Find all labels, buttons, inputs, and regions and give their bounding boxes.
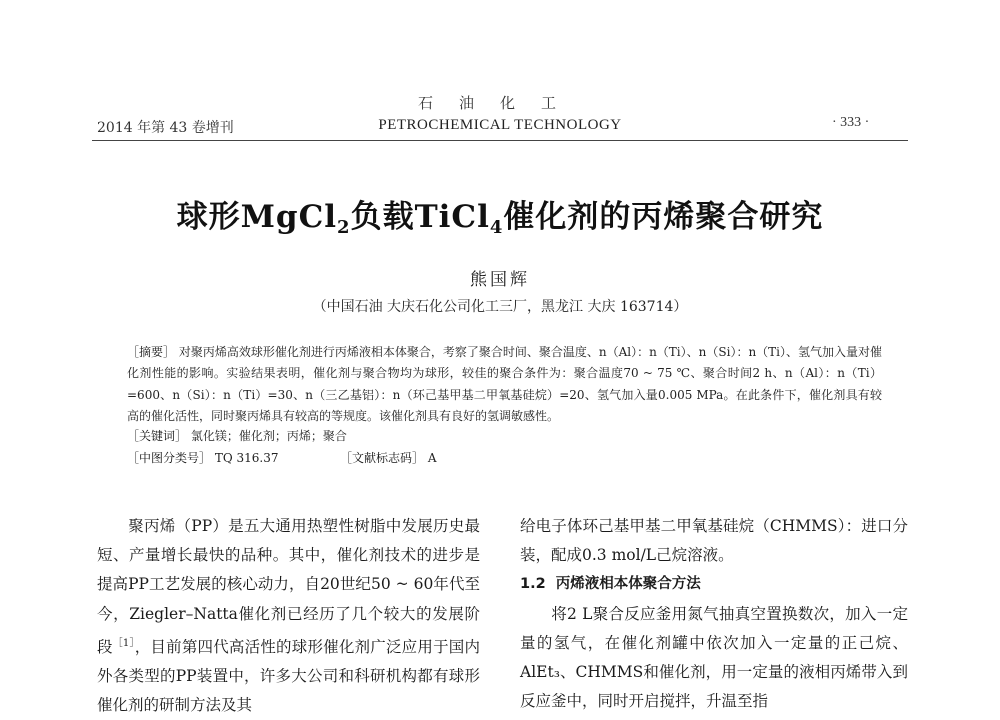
- keywords-text: 氯化镁；催化剂；丙烯；聚合: [190, 429, 347, 443]
- abstract-block: [127, 342, 882, 427]
- year-issue: 2014 年第 43 卷增刊: [97, 120, 234, 136]
- clc-value: TQ 316.37: [214, 451, 279, 465]
- doc-code-line: [340, 449, 437, 466]
- doc-code-label: ［文献标志码］: [340, 451, 425, 465]
- method-text: 将2 L聚合反应釜用氮气抽真空置换数次，加入一定量的氢气，在催化剂罐中依次加入一定量的正己烷、AlEt₃、CHMMS和催化剂，用一定量的液相丙烯带入到反应釜中，同时开启搅拌，升温至指: [520, 604, 908, 711]
- clc-label: ［中图分类号］: [127, 451, 212, 465]
- section-title: 丙烯液相本体聚合方法: [555, 576, 701, 593]
- abstract-label: ［摘要］: [127, 345, 176, 359]
- doc-code-value: A: [427, 451, 437, 465]
- author-affiliation: （中国石油 大庆石化公司化工三厂，黑龙江 大庆 163714）: [312, 299, 688, 315]
- page-number: · 333 ·: [832, 115, 870, 130]
- keywords-line: [127, 427, 347, 444]
- intro-paragraph: 聚丙烯（PP）是五大通用热塑性树脂中发展历史最短、产量增长最快的品种。其中，催化剂技术的进步是提高PP工艺发展的核心动力，自20世纪50 ~ 60年代至今，Ziegler–Natta催化剂已经历了几个较大的发展阶段: [97, 517, 480, 656]
- title-subscript: 2: [337, 217, 351, 238]
- section-number: 1.2: [520, 576, 546, 593]
- header-rule: [92, 140, 908, 141]
- journal-name-en: PETROCHEMICAL TECHNOLOGY: [378, 117, 622, 133]
- intro-paragraph-cont: ，目前第四代高活性的球形催化剂广泛应用于国内外各类型的PP装置中，许多大公司和科研机构都有球形催化剂的研制方法及其: [97, 637, 480, 715]
- body-left-column: [97, 512, 480, 720]
- reagent-paragraph: 给电子体环己基甲基二甲氧基硅烷（CHMMS）：进口分装，配成0.3 mol/L己烷溶液。: [520, 517, 908, 565]
- body-right-column: [520, 512, 908, 716]
- clc-line: [127, 449, 279, 466]
- title-part: 球形MgCl: [176, 199, 338, 235]
- title-part: 催化剂的丙烯聚合研究: [503, 199, 824, 235]
- author-name: 熊国辉: [470, 270, 530, 290]
- abstract-text: 对聚丙烯高效球形催化剂进行丙烯液相本体聚合，考察了聚合时间、聚合温度、n（Al）：n（Ti）、n（Si）：n（Ti）、氢气加入量对催化剂性能的影响。实验结果表明，催化剂与聚合物均为球形，较佳的聚合条件为：聚合温度70 ~ 75 ℃、聚合时间2 h、n（Al）：n（Ti）=600、n（Si）：n（Ti）=30、n（三乙基铝）：n（环己基甲基二甲氧基硅烷）=20、氢气加入量0.005 MPa。在此条件下，催化剂具有较高的催化活性，同时聚丙烯具有较高的等规度。该催化剂具有良好的氢调敏感性。: [127, 345, 883, 423]
- keywords-label: ［关键词］: [127, 429, 188, 443]
- method-paragraph: [520, 600, 908, 717]
- section-heading: [520, 570, 908, 599]
- title-subscript: 4: [489, 217, 504, 238]
- article-title: [0, 191, 1000, 238]
- journal-name-cn: 石油化工: [417, 94, 582, 112]
- citation-ref: ［1］: [112, 637, 135, 649]
- title-part: 负载TiCl: [350, 199, 490, 235]
